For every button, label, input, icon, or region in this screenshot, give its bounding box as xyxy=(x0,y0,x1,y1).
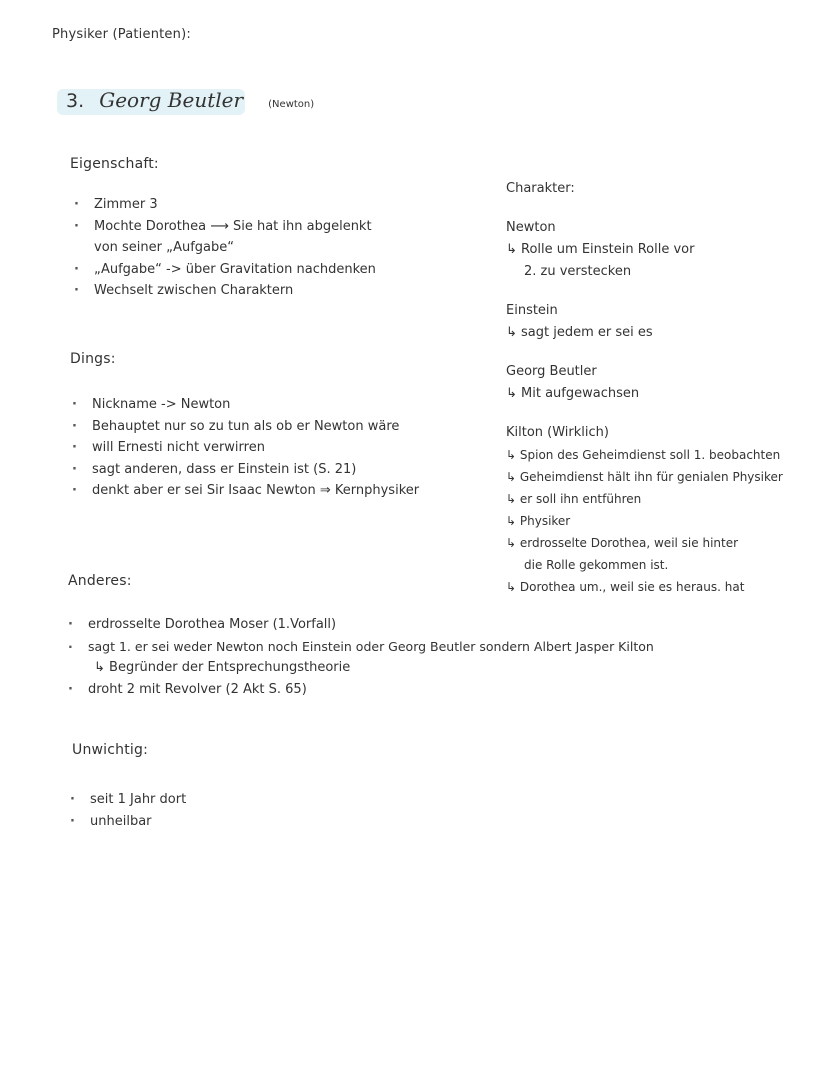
person-number: 3. xyxy=(66,90,85,112)
eigenschaft-list xyxy=(72,194,376,302)
section-title-anderes: Anderes: xyxy=(68,573,132,589)
unwichtig-list xyxy=(68,789,186,832)
list-item: ↳ Dorothea um., weil sie es heraus. hat xyxy=(506,580,745,594)
list-item: · „Aufgabe“ -> über Gravitation nachdenken xyxy=(72,259,376,281)
list-item: · will Ernesti nicht verwirren xyxy=(70,437,419,459)
dings-list xyxy=(70,394,419,502)
section-title-charakter: Charakter: xyxy=(506,181,575,196)
section-title-unwichtig: Unwichtig: xyxy=(72,742,149,758)
list-item: · Wechselt zwischen Charaktern xyxy=(72,280,376,302)
list-item: · Behauptet nur so zu tun als ob er Newton wäre xyxy=(70,416,419,438)
list-item: ↳ Geheimdienst hält ihn für genialen Physiker xyxy=(506,470,783,484)
list-item: ↳ sagt jedem er sei es xyxy=(506,325,653,340)
list-item: · Nickname -> Newton xyxy=(70,394,419,416)
list-item: ↳ erdrosselte Dorothea, weil sie hinter xyxy=(506,536,739,550)
list-item: ↳ Spion des Geheimdienst soll 1. beobachten xyxy=(506,448,781,462)
charakter-heading-newton: Newton xyxy=(506,220,556,235)
list-item: · Mochte Dorothea ⟶ Sie hat ihn abgelenkt xyxy=(72,216,376,238)
list-item: · denkt aber er sei Sir Isaac Newton ⇒ Kernphysiker xyxy=(70,480,419,502)
list-item: 2. zu verstecken xyxy=(524,264,632,279)
section-title-eigenschaft: Eigenschaft: xyxy=(70,156,159,172)
list-item: ↳ er soll ihn entführen xyxy=(506,492,642,506)
section-title-dings: Dings: xyxy=(70,351,116,367)
charakter-column xyxy=(506,178,783,598)
list-item: · erdrosselte Dorothea Moser (1.Vorfall) xyxy=(66,614,654,636)
charakter-heading-einstein: Einstein xyxy=(506,303,558,318)
list-item: · Zimmer 3 xyxy=(72,194,376,216)
charakter-heading-beutler: Georg Beutler xyxy=(506,364,597,379)
person-aside: (Newton) xyxy=(268,99,315,110)
list-item: · seit 1 Jahr dort xyxy=(68,789,186,811)
list-item: · sagt 1. er sei weder Newton noch Einstein oder Georg Beutler sondern Albert Jasper Kilton xyxy=(66,636,654,658)
list-item: · unheilbar xyxy=(68,811,186,833)
list-item: die Rolle gekommen ist. xyxy=(524,558,669,572)
list-item: von seiner „Aufgabe“ xyxy=(94,240,235,255)
list-item: ↳ Rolle um Einstein Rolle vor xyxy=(506,242,695,257)
charakter-heading-kilton: Kilton (Wirklich) xyxy=(506,425,609,440)
person-title xyxy=(66,88,314,112)
list-item: ↳ Begründer der Entsprechungstheorie xyxy=(94,660,351,675)
list-item: · droht 2 mit Revolver (2 Akt S. 65) xyxy=(66,679,654,701)
list-item: · sagt anderen, dass er Einstein ist (S. 21) xyxy=(70,459,419,481)
list-item: ↳ Physiker xyxy=(506,514,571,528)
list-item: ↳ Mit aufgewachsen xyxy=(506,386,640,401)
person-name: Georg Beutler xyxy=(99,88,244,112)
page-heading: Physiker (Patienten): xyxy=(52,27,191,42)
anderes-list xyxy=(66,614,654,700)
